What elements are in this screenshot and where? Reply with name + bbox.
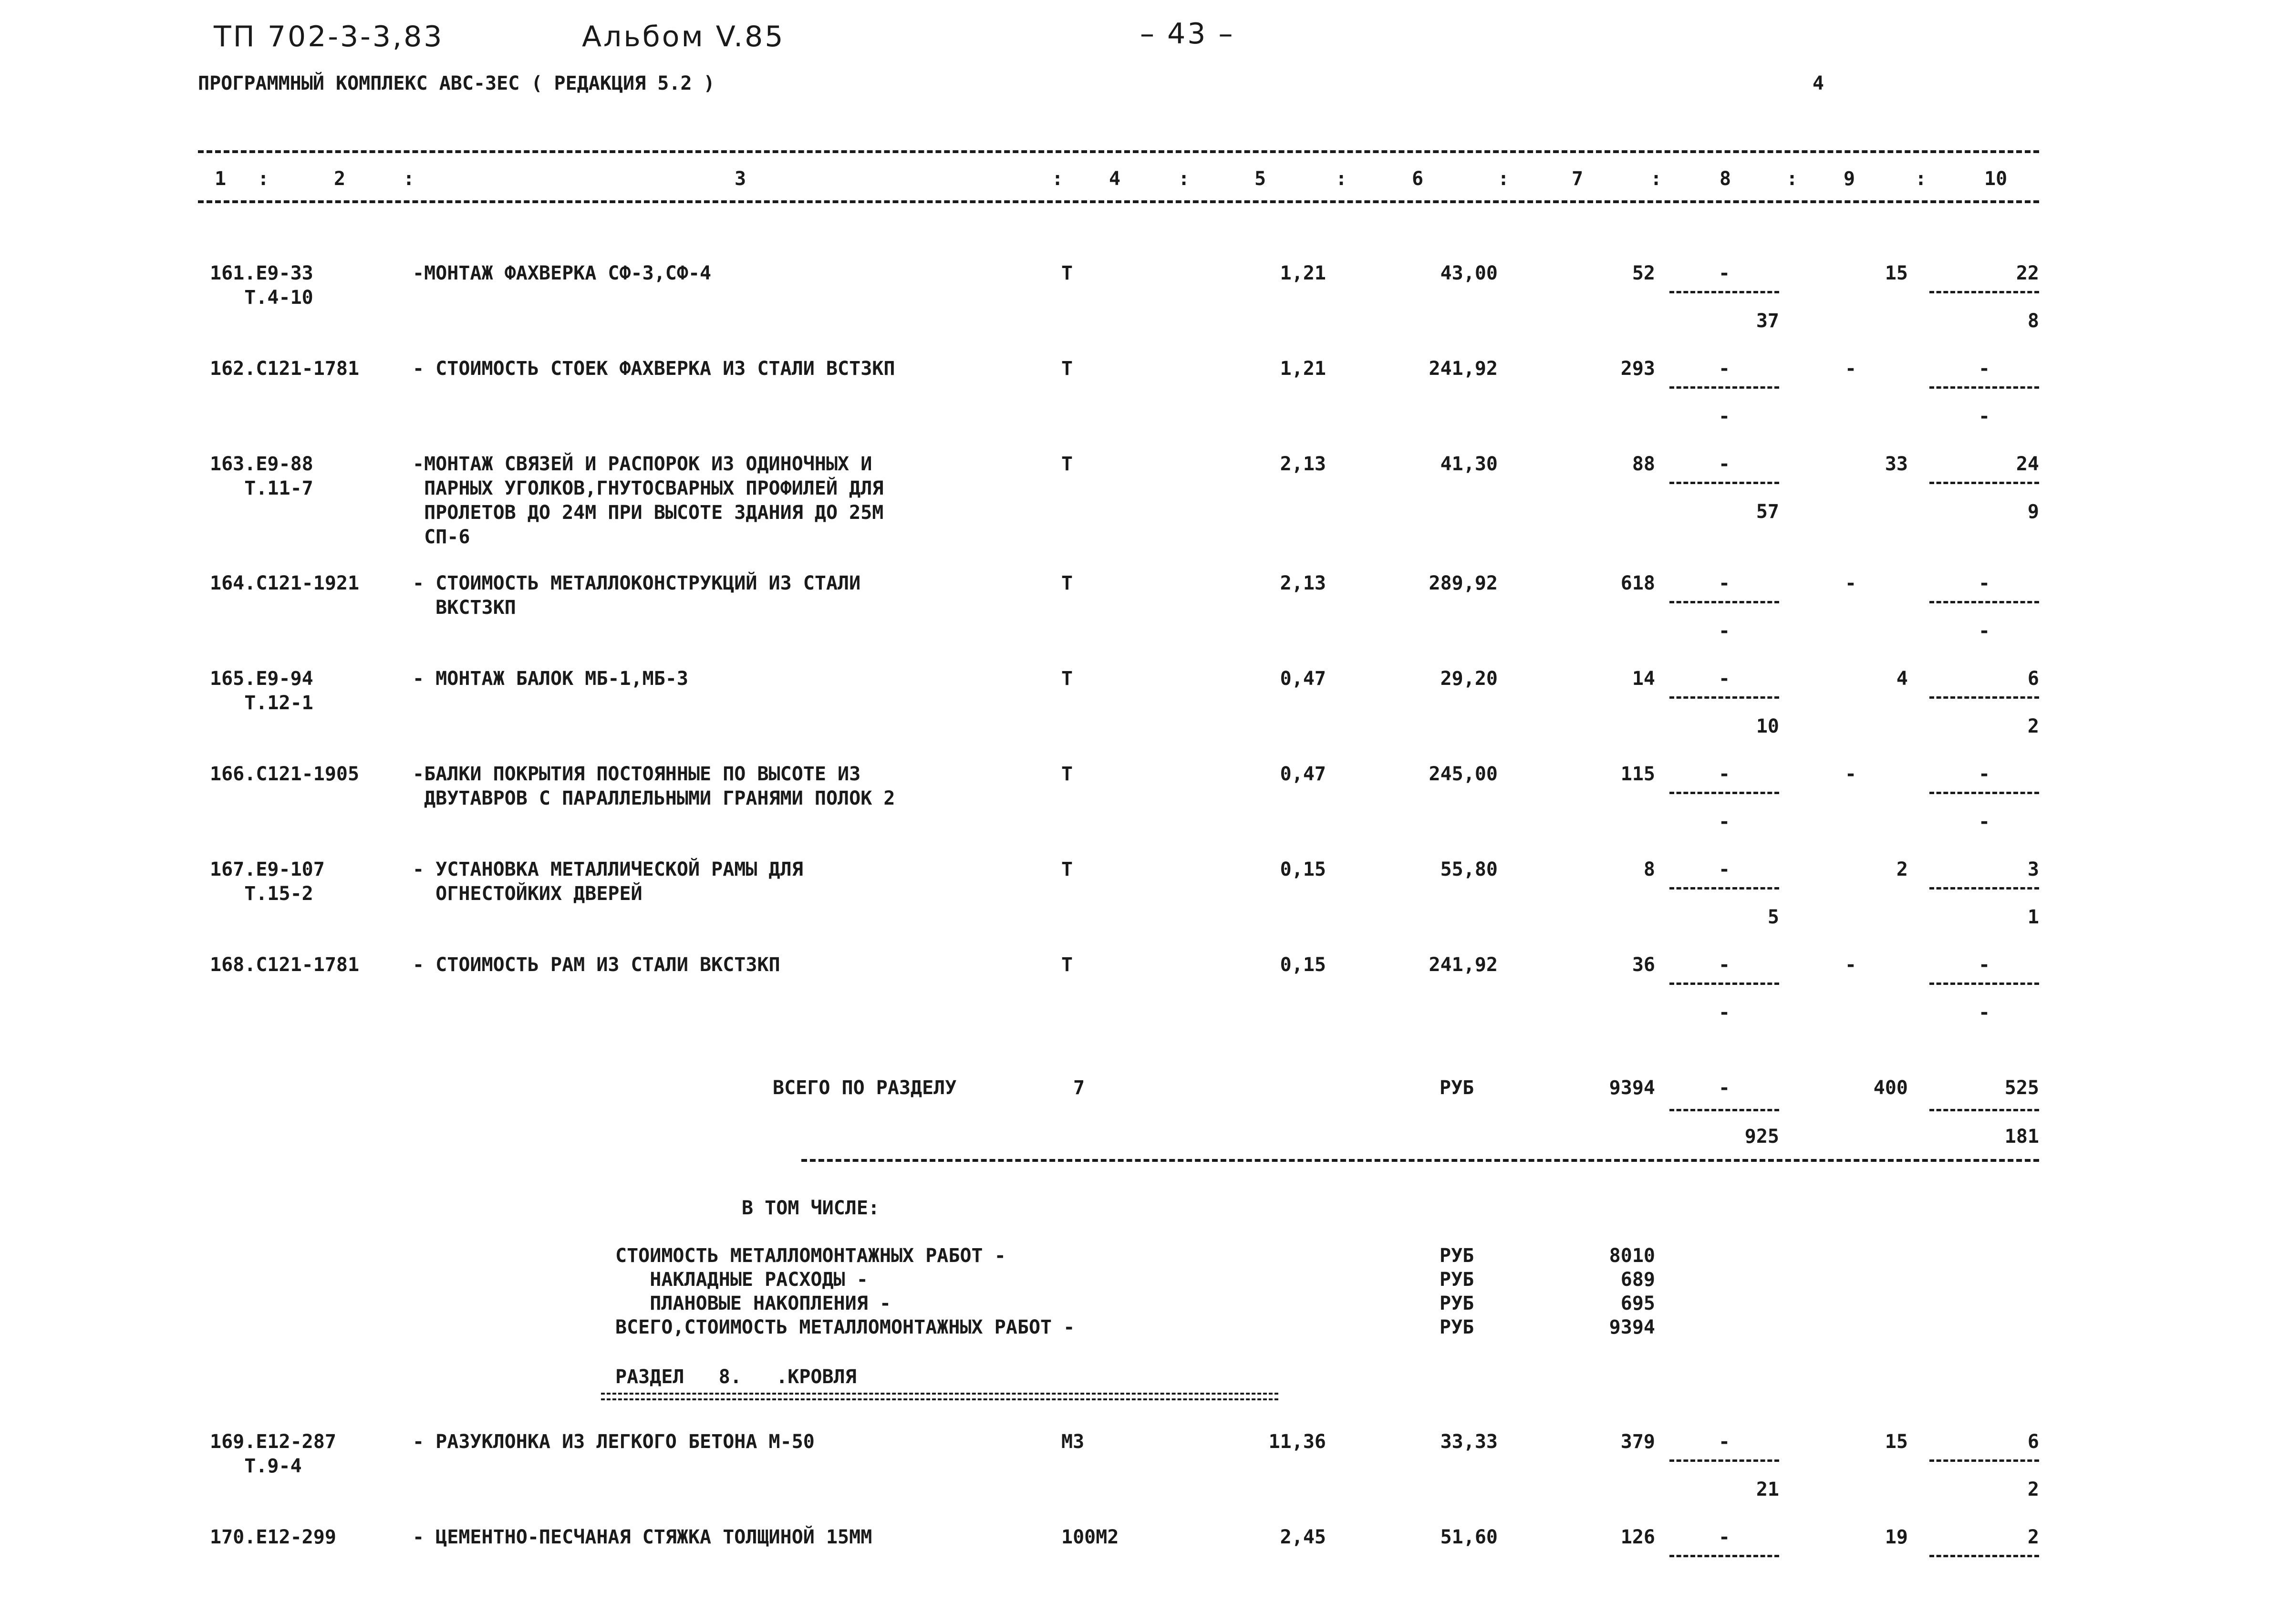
row-unit: Т	[1061, 668, 1073, 690]
row-total: 126	[1620, 1526, 1655, 1548]
section-total-rule	[801, 1159, 2039, 1162]
row-col9: 33	[1885, 453, 1908, 475]
section-total-c10-rule	[1929, 1109, 2039, 1111]
row-col8-top: -	[1718, 954, 1730, 976]
row-col10-rule	[1929, 696, 2039, 699]
column-separator: :	[1178, 168, 1190, 190]
row-col8-rule	[1669, 386, 1779, 389]
breakdown-item-unit: РУБ	[1440, 1316, 1474, 1338]
row-col9: 19	[1885, 1526, 1908, 1548]
row-col8-top: -	[1718, 453, 1730, 475]
row-code: Т.9-4	[210, 1455, 302, 1477]
row-total: 293	[1620, 358, 1655, 380]
row-col8-bottom: 57	[1756, 501, 1779, 523]
row-code: Т.4-10	[210, 287, 313, 309]
row-total: 8	[1643, 859, 1655, 880]
row-col8-bottom: 21	[1756, 1479, 1779, 1500]
row-unit-price: 289,92	[1429, 572, 1498, 594]
row-col9: -	[1844, 954, 1857, 976]
row-col8-top: -	[1718, 358, 1730, 380]
row-unit-price: 33,33	[1440, 1431, 1498, 1453]
row-col9: 15	[1885, 262, 1908, 284]
row-col8-top: -	[1718, 668, 1730, 690]
program-title: ПРОГРАММНЫЙ КОМПЛЕКС АВС-ЗЕС ( РЕДАКЦИЯ 5.2 )	[198, 72, 715, 94]
row-quantity: 0,47	[1280, 763, 1326, 785]
row-col8-bottom: -	[1718, 620, 1730, 642]
row-code: 166.С121-1905	[210, 763, 360, 785]
row-total: 14	[1632, 668, 1655, 690]
row-col10-rule	[1929, 601, 2039, 603]
row-col8-top: -	[1718, 572, 1730, 594]
column-separator: :	[1052, 168, 1064, 190]
column-header-4: 4	[1109, 168, 1121, 190]
row-col9: 4	[1896, 668, 1908, 690]
row-col10-top: -	[1978, 954, 1990, 976]
row-unit-price: 241,92	[1429, 954, 1498, 976]
row-col10-rule	[1929, 386, 2039, 389]
row-description: - СТОИМОСТЬ МЕТАЛЛОКОНСТРУКЦИЙ ИЗ СТАЛИ	[413, 572, 861, 594]
row-description: -МОНТАЖ ФАХВЕРКА СФ-3,СФ-4	[413, 262, 712, 284]
row-description: - РАЗУКЛОНКА ИЗ ЛЕГКОГО БЕТОНА М-50	[413, 1431, 815, 1453]
row-col8-bottom: 10	[1756, 715, 1779, 737]
row-col8-rule	[1669, 601, 1779, 603]
row-description: - УСТАНОВКА МЕТАЛЛИЧЕСКОЙ РАМЫ ДЛЯ	[413, 859, 803, 880]
row-col10-rule	[1929, 887, 2039, 890]
column-header-2: 2	[334, 168, 346, 190]
row-col10-rule	[1929, 1555, 2039, 1557]
row-unit: Т	[1061, 763, 1073, 785]
row-col8-top: -	[1718, 1526, 1730, 1548]
column-separator: :	[1786, 168, 1798, 190]
header-rule-top	[198, 150, 2039, 153]
row-col8-rule	[1669, 983, 1779, 985]
breakdown-item-value: 695	[1620, 1293, 1655, 1314]
column-separator: :	[1915, 168, 1927, 190]
row-col10-top: 22	[2016, 262, 2039, 284]
row-col8-rule	[1669, 1555, 1779, 1557]
row-col10-top: 6	[2027, 1431, 2039, 1453]
breakdown-item-value: 689	[1620, 1269, 1655, 1291]
section-total-c10-top: 525	[2004, 1077, 2039, 1099]
row-description: - СТОИМОСТЬ СТОЕК ФАХВЕРКА ИЗ СТАЛИ ВСТ3КП	[413, 358, 895, 380]
row-col10-bottom: -	[1978, 405, 1990, 427]
breakdown-item-unit: РУБ	[1440, 1293, 1474, 1314]
row-unit-price: 29,20	[1440, 668, 1498, 690]
row-col8-top: -	[1718, 1431, 1730, 1453]
row-total: 36	[1632, 954, 1655, 976]
column-separator: :	[258, 168, 269, 190]
row-col8-rule	[1669, 792, 1779, 794]
breakdown-item-value: 9394	[1609, 1316, 1655, 1338]
column-header-9: 9	[1844, 168, 1855, 190]
album-number: Альбом V.85	[582, 20, 785, 53]
row-code: 167.Е9-107	[210, 859, 325, 880]
row-quantity: 0,15	[1280, 859, 1326, 880]
row-col8-top: -	[1718, 859, 1730, 880]
row-col10-top: -	[1978, 763, 1990, 785]
row-col9: -	[1844, 763, 1857, 785]
row-code: 161.Е9-33	[210, 262, 313, 284]
row-col8-bottom: -	[1718, 811, 1730, 833]
row-quantity: 11,36	[1268, 1431, 1326, 1453]
column-header-3: 3	[735, 168, 746, 190]
row-description: - ЦЕМЕНТНО-ПЕСЧАНАЯ СТЯЖКА ТОЛЩИНОЙ 15ММ	[413, 1526, 872, 1548]
row-code: 168.С121-1781	[210, 954, 360, 976]
row-quantity: 2,45	[1280, 1526, 1326, 1548]
row-col10-bottom: -	[1978, 620, 1990, 642]
row-col8-top: -	[1718, 763, 1730, 785]
row-col10-bottom: 2	[2027, 1479, 2039, 1500]
row-unit-price: 41,30	[1440, 453, 1498, 475]
column-header-7: 7	[1572, 168, 1584, 190]
row-quantity: 0,47	[1280, 668, 1326, 690]
column-header-8: 8	[1720, 168, 1731, 190]
section-8-underline	[601, 1393, 1278, 1400]
row-col9: 2	[1896, 859, 1908, 880]
row-quantity: 0,15	[1280, 954, 1326, 976]
column-separator: :	[1498, 168, 1510, 190]
row-col8-bottom: 5	[1767, 906, 1779, 928]
row-col9: -	[1844, 358, 1857, 380]
document-code: ТП 702-3-3,83	[214, 20, 444, 53]
row-quantity: 1,21	[1280, 358, 1326, 380]
row-col10-top: 2	[2027, 1526, 2039, 1548]
row-col10-top: -	[1978, 572, 1990, 594]
breakdown-item-unit: РУБ	[1440, 1245, 1474, 1267]
row-unit: Т	[1061, 453, 1073, 475]
section-total-unit: РУБ	[1440, 1077, 1474, 1099]
column-header-6: 6	[1412, 168, 1424, 190]
row-description: ВКСТ3КП	[413, 597, 516, 619]
page-number: – 43 –	[1140, 17, 1235, 51]
breakdown-item-unit: РУБ	[1440, 1269, 1474, 1291]
row-total: 618	[1620, 572, 1655, 594]
column-header-1: 1	[215, 168, 227, 190]
row-code: 169.Е12-287	[210, 1431, 336, 1453]
row-col10-bottom: 8	[2027, 310, 2039, 332]
row-col10-top: 6	[2027, 668, 2039, 690]
row-unit-price: 55,80	[1440, 859, 1498, 880]
row-unit-price: 245,00	[1429, 763, 1498, 785]
row-unit-price: 43,00	[1440, 262, 1498, 284]
row-col10-bottom: -	[1978, 811, 1990, 833]
breakdown-item-value: 8010	[1609, 1245, 1655, 1267]
column-separator: :	[403, 168, 415, 190]
row-col10-rule	[1929, 792, 2039, 794]
row-code: 164.С121-1921	[210, 572, 360, 594]
row-col8-rule	[1669, 1459, 1779, 1462]
row-unit: М3	[1061, 1431, 1085, 1453]
row-total: 379	[1620, 1431, 1655, 1453]
section-total-c10-bottom: 181	[2004, 1126, 2039, 1148]
row-code: Т.12-1	[210, 692, 313, 714]
row-col8-rule	[1669, 696, 1779, 699]
row-col10-bottom: 2	[2027, 715, 2039, 737]
row-col10-top: 3	[2027, 859, 2039, 880]
section-total-label: ВСЕГО ПО РАЗДЕЛУ	[773, 1077, 957, 1099]
row-unit: Т	[1061, 859, 1073, 880]
row-col10-top: -	[1978, 358, 1990, 380]
breakdown-label: В ТОМ ЧИСЛЕ:	[742, 1197, 880, 1219]
row-col8-rule	[1669, 482, 1779, 484]
row-total: 115	[1620, 763, 1655, 785]
row-unit: Т	[1061, 954, 1073, 976]
row-code: 162.С121-1781	[210, 358, 360, 380]
row-col8-top: -	[1718, 262, 1730, 284]
sheet-number: 4	[1813, 72, 1824, 94]
row-quantity: 2,13	[1280, 453, 1326, 475]
row-col10-rule	[1929, 983, 2039, 985]
row-code: Т.15-2	[210, 883, 313, 905]
row-description: - СТОИМОСТЬ РАМ ИЗ СТАЛИ ВКСТ3КП	[413, 954, 780, 976]
section-total-c8-rule	[1669, 1109, 1779, 1111]
row-unit: 100М2	[1061, 1526, 1119, 1548]
row-col9: -	[1844, 572, 1857, 594]
section-8-title: РАЗДЕЛ 8. .КРОВЛЯ	[615, 1366, 857, 1388]
row-description: ОГНЕСТОЙКИХ ДВЕРЕЙ	[413, 883, 642, 905]
row-code: 163.Е9-88	[210, 453, 313, 475]
row-code: Т.11-7	[210, 477, 313, 499]
row-description: -БАЛКИ ПОКРЫТИЯ ПОСТОЯННЫЕ ПО ВЫСОТЕ ИЗ	[413, 763, 861, 785]
row-col8-bottom: 37	[1756, 310, 1779, 332]
breakdown-item-label: НАКЛАДНЫЕ РАСХОДЫ -	[615, 1269, 868, 1291]
breakdown-item-label: ПЛАНОВЫЕ НАКОПЛЕНИЯ -	[615, 1293, 891, 1314]
row-col8-rule	[1669, 291, 1779, 293]
row-unit-price: 241,92	[1429, 358, 1498, 380]
column-header-5: 5	[1254, 168, 1266, 190]
section-total-c9: 400	[1873, 1077, 1908, 1099]
row-col10-bottom: 1	[2027, 906, 2039, 928]
row-unit: Т	[1061, 358, 1073, 380]
row-unit-price: 51,60	[1440, 1526, 1498, 1548]
row-col10-bottom: -	[1978, 1002, 1990, 1024]
row-description: ПАРНЫХ УГОЛКОВ,ГНУТОСВАРНЫХ ПРОФИЛЕЙ ДЛЯ	[413, 477, 884, 499]
row-col8-bottom: -	[1718, 405, 1730, 427]
row-col10-rule	[1929, 1459, 2039, 1462]
row-col10-bottom: 9	[2027, 501, 2039, 523]
row-col10-rule	[1929, 482, 2039, 484]
row-quantity: 1,21	[1280, 262, 1326, 284]
column-header-10: 10	[1984, 168, 2008, 190]
row-col10-rule	[1929, 291, 2039, 293]
row-col8-rule	[1669, 887, 1779, 890]
breakdown-item-label: ВСЕГО,СТОИМОСТЬ МЕТАЛЛОМОНТАЖНЫХ РАБОТ -	[615, 1316, 1075, 1338]
row-unit: Т	[1061, 262, 1073, 284]
row-unit: Т	[1061, 572, 1073, 594]
row-total: 88	[1632, 453, 1655, 475]
row-description: ДВУТАВРОВ С ПАРАЛЛЕЛЬНЫМИ ГРАНЯМИ ПОЛОК 2	[413, 787, 895, 809]
row-col10-top: 24	[2016, 453, 2039, 475]
row-description: СП-6	[413, 526, 470, 548]
row-description: - МОНТАЖ БАЛОК МБ-1,МБ-3	[413, 668, 688, 690]
row-description: -МОНТАЖ СВЯЗЕЙ И РАСПОРОК ИЗ ОДИНОЧНЫХ И	[413, 453, 872, 475]
column-separator: :	[1650, 168, 1662, 190]
column-separator: :	[1336, 168, 1347, 190]
row-col8-bottom: -	[1718, 1002, 1730, 1024]
header-rule-bottom	[198, 200, 2039, 203]
breakdown-item-label: СТОИМОСТЬ МЕТАЛЛОМОНТАЖНЫХ РАБОТ -	[615, 1245, 1006, 1267]
row-code: 170.Е12-299	[210, 1526, 336, 1548]
row-description: ПРОЛЕТОВ ДО 24М ПРИ ВЫСОТЕ ЗДАНИЯ ДО 25М	[413, 502, 884, 524]
row-quantity: 2,13	[1280, 572, 1326, 594]
row-code: 165.Е9-94	[210, 668, 313, 690]
section-total-c8-top: -	[1718, 1077, 1730, 1099]
section-total-c8-bottom: 925	[1744, 1126, 1779, 1148]
row-col9: 15	[1885, 1431, 1908, 1453]
row-total: 52	[1632, 262, 1655, 284]
section-total-sum: 9394	[1609, 1077, 1655, 1099]
section-total-num: 7	[1073, 1077, 1085, 1099]
